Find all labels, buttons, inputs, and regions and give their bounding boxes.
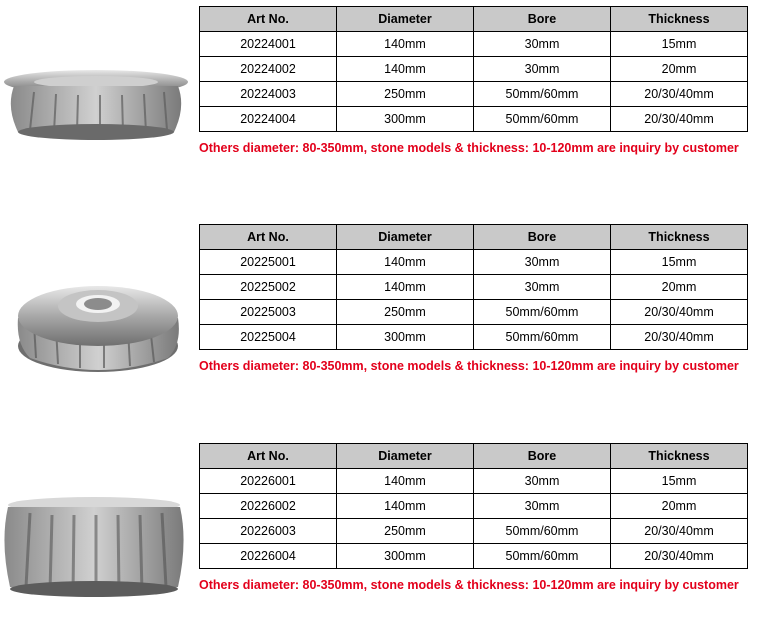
cell-art-no: 20224002 [200, 57, 337, 82]
column-header-diameter: Diameter [337, 444, 474, 469]
column-header-art-no: Art No. [200, 7, 337, 32]
product-section-2 [0, 218, 757, 418]
cell-bore: 30mm [474, 469, 611, 494]
cell-thickness: 20/30/40mm [611, 300, 748, 325]
column-header-thickness: Thickness [611, 225, 748, 250]
cell-art-no: 20226003 [200, 519, 337, 544]
cell-art-no: 20226001 [200, 469, 337, 494]
spec-table [199, 443, 748, 569]
cell-thickness: 15mm [611, 32, 748, 57]
cell-thickness: 20/30/40mm [611, 544, 748, 569]
column-header-thickness: Thickness [611, 444, 748, 469]
cell-thickness: 15mm [611, 469, 748, 494]
cell-art-no: 20226002 [200, 494, 337, 519]
product-section-1 [0, 0, 757, 200]
column-header-bore: Bore [474, 7, 611, 32]
column-header-diameter: Diameter [337, 225, 474, 250]
cell-diameter: 250mm [337, 300, 474, 325]
profile-wheel-image [0, 487, 192, 607]
cell-art-no: 20225004 [200, 325, 337, 350]
cell-bore: 30mm [474, 32, 611, 57]
cell-bore: 30mm [474, 250, 611, 275]
cell-diameter: 140mm [337, 57, 474, 82]
cell-bore: 50mm/60mm [474, 325, 611, 350]
table-row [200, 494, 748, 519]
cell-thickness: 20/30/40mm [611, 519, 748, 544]
table-row [200, 300, 748, 325]
profile-wheel-image [0, 52, 192, 172]
column-header-bore: Bore [474, 444, 611, 469]
inquiry-note: Others diameter: 80-350mm, stone models & thickness: 10-120mm are inquiry by customer [199, 578, 739, 592]
column-header-art-no: Art No. [200, 225, 337, 250]
cell-thickness: 15mm [611, 250, 748, 275]
cell-art-no: 20225002 [200, 275, 337, 300]
table-header-row [200, 444, 748, 469]
table-row [200, 250, 748, 275]
spec-table [199, 224, 748, 350]
cell-bore: 50mm/60mm [474, 82, 611, 107]
cell-diameter: 140mm [337, 32, 474, 57]
table-row [200, 469, 748, 494]
cell-thickness: 20/30/40mm [611, 82, 748, 107]
cell-thickness: 20mm [611, 275, 748, 300]
inquiry-note: Others diameter: 80-350mm, stone models & thickness: 10-120mm are inquiry by customer [199, 359, 739, 373]
cell-art-no: 20224001 [200, 32, 337, 57]
cell-art-no: 20224003 [200, 82, 337, 107]
table-row [200, 107, 748, 132]
column-header-thickness: Thickness [611, 7, 748, 32]
spec-table [199, 6, 748, 132]
cell-bore: 50mm/60mm [474, 300, 611, 325]
cell-diameter: 140mm [337, 250, 474, 275]
cell-art-no: 20224004 [200, 107, 337, 132]
cell-thickness: 20mm [611, 494, 748, 519]
column-header-diameter: Diameter [337, 7, 474, 32]
table-row [200, 82, 748, 107]
cell-bore: 50mm/60mm [474, 544, 611, 569]
cell-diameter: 300mm [337, 107, 474, 132]
table-row [200, 32, 748, 57]
cell-thickness: 20mm [611, 57, 748, 82]
cell-diameter: 250mm [337, 82, 474, 107]
cell-bore: 50mm/60mm [474, 107, 611, 132]
cell-diameter: 250mm [337, 519, 474, 544]
table-row [200, 325, 748, 350]
column-header-art-no: Art No. [200, 444, 337, 469]
cell-diameter: 140mm [337, 275, 474, 300]
cell-bore: 50mm/60mm [474, 519, 611, 544]
table-row [200, 57, 748, 82]
cell-thickness: 20/30/40mm [611, 107, 748, 132]
cell-bore: 30mm [474, 494, 611, 519]
cell-diameter: 300mm [337, 544, 474, 569]
profile-wheel-image [0, 258, 192, 378]
cell-diameter: 140mm [337, 469, 474, 494]
inquiry-note: Others diameter: 80-350mm, stone models & thickness: 10-120mm are inquiry by customer [199, 141, 739, 155]
table-row [200, 544, 748, 569]
cell-diameter: 300mm [337, 325, 474, 350]
table-header-row [200, 225, 748, 250]
cell-diameter: 140mm [337, 494, 474, 519]
product-section-3 [0, 437, 757, 637]
cell-thickness: 20/30/40mm [611, 325, 748, 350]
table-header-row [200, 7, 748, 32]
table-row [200, 275, 748, 300]
cell-art-no: 20226004 [200, 544, 337, 569]
cell-art-no: 20225001 [200, 250, 337, 275]
cell-bore: 30mm [474, 57, 611, 82]
table-row [200, 519, 748, 544]
cell-bore: 30mm [474, 275, 611, 300]
column-header-bore: Bore [474, 225, 611, 250]
cell-art-no: 20225003 [200, 300, 337, 325]
